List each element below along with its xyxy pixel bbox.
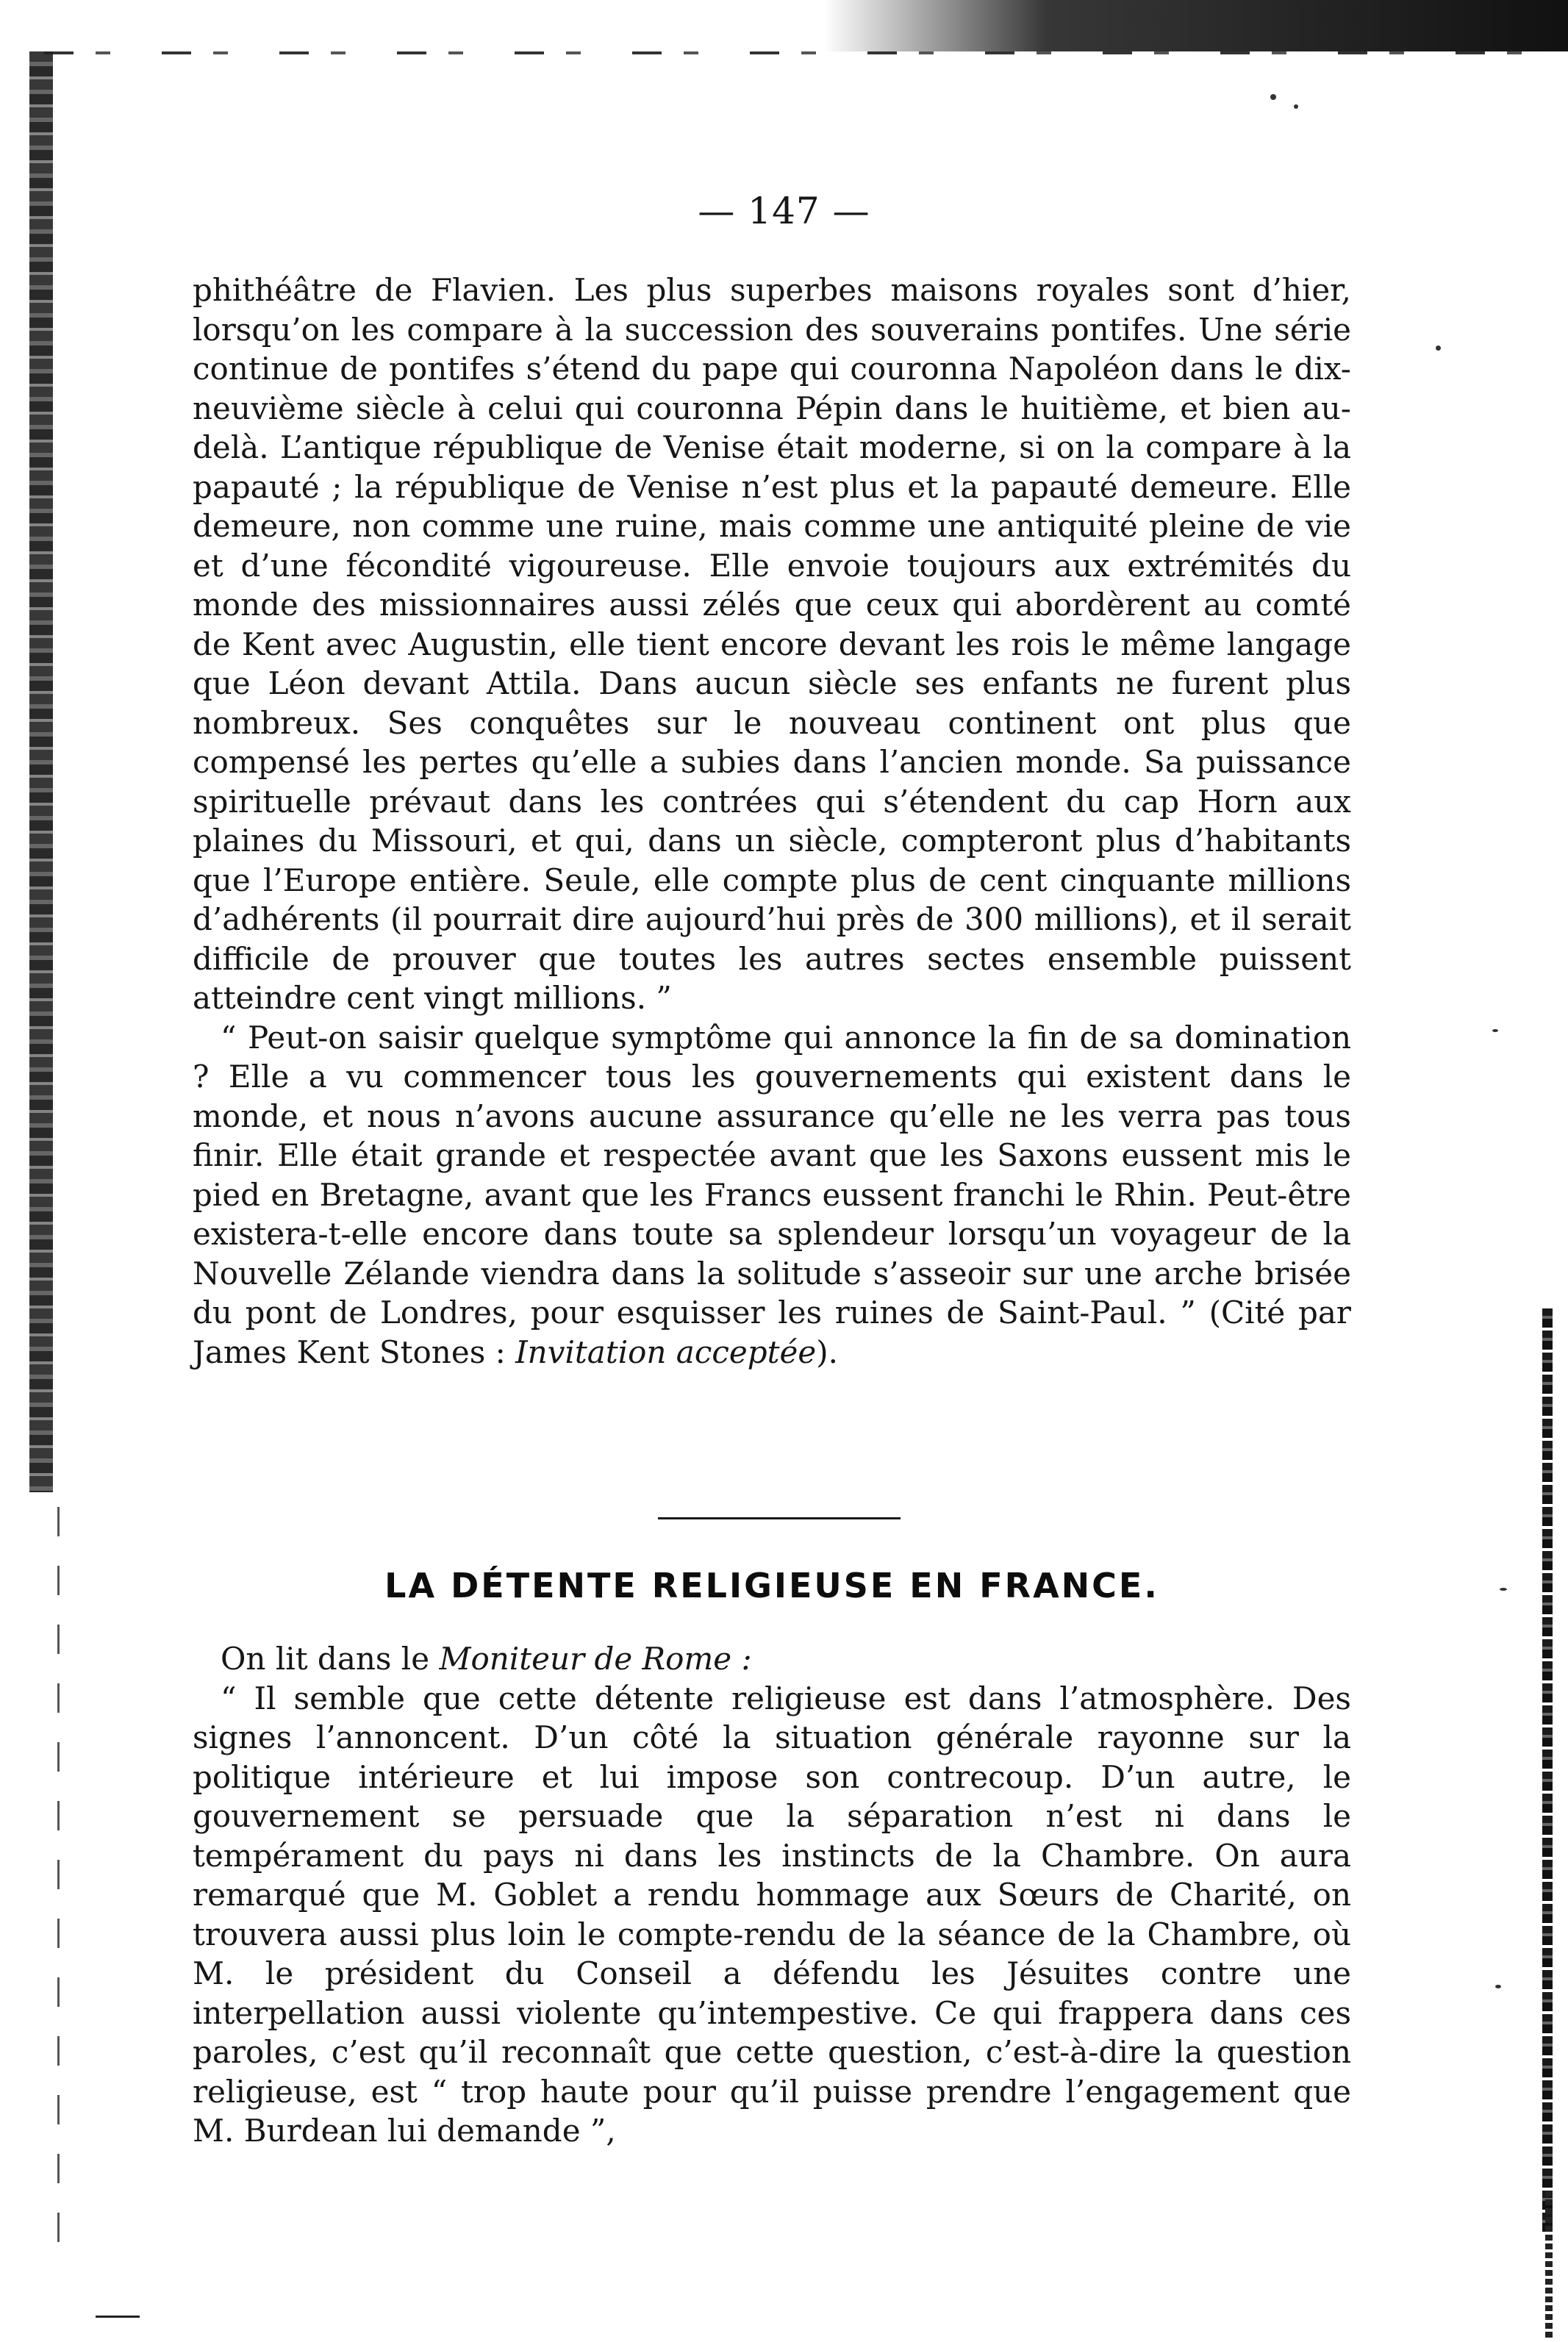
scan-speck [1294,104,1298,109]
page-number: — 147 — [698,190,870,232]
scan-speck [1495,1985,1501,1988]
intro-line [193,1639,1351,1679]
body-text: On lit dans le [221,1641,440,1677]
body-paragraph [193,1018,1351,1372]
body-paragraph: phithéâtre de Flavien. Les plus superbes maisons royales sont d’hier, lorsqu’on les compare à la succession des souverains pontifes. Une série continue de pontifes s’étend du pape qui couronna Napoléon dans le dix-neuvième siècle à celui qui couronna Pépin dans le huitième, et bien au-delà. L’antique république de Venise était moderne, si on la compare à la papauté ; la république de Venise n’est plus et la papauté demeure. Elle demeure, non comme une ruine, mais comme une antiquité pleine de vie et d’une fécondité vigoureuse. Elle envoie toujours aux extrémités du monde des missionnaires aussi zélés que ceux qui abordèrent au comté de Kent avec Augustin, elle tient encore devant les rois le même langage que Léon devant Attila. Dans aucun siècle ses enfants ne furent plus nombreux. Ses conquêtes sur le nouveau continent ont plus que compensé les pertes qu’elle a subies dans l’ancien monde. Sa puissance spirituelle prévaut dans les contrées qui s’étendent du cap Horn aux plaines du Missouri, et qui, dans un siècle, compteront plus d’habitants que l’Europe entière. Seule, elle compte plus de cent cinquante millions d’adhérents (il pourrait dire aujourd’hui près de 300 millions), et il serait difficile de prouver que toutes les autres sectes ensemble puissent atteindre cent vingt millions. ” [193,272,1351,1016]
scan-top-rule [44,51,1558,54]
section-divider [658,1517,901,1519]
scan-right-edge [1542,1308,1553,2235]
body-text: “ Peut-on saisir quelque symptôme qui annonce la fin de sa domination ? Elle a vu commencer tous les gouvernements qui existent dans le monde, et nous n’avons aucune assurance qu’elle ne les verra pas tous finir. Elle était grande et respectée avant que les Saxons eussent mis le pied en Bretagne, avant que les Francs eussent franchi le Rhin. Peut-être existera-t-elle encore dans toute sa splendeur lorsqu’un voyageur de la Nouvelle Zélande viendra dans la solitude s’asseoir sur une arche brisée du pont de Londres, pour esquisser les ruines de Saint-Paul. ” (Cité par James Kent Stones : [193,1019,1351,1370]
scan-speck [1500,1588,1507,1591]
scan-top-band [823,0,1568,51]
scan-left-margin-line [57,1507,60,2257]
article-body [193,1639,1351,2151]
scan-right-edge-lower [1545,2191,1553,2338]
body-paragraph: “ Il semble que cette détente religieuse est dans l’atmosphère. Des signes l’annoncent. D’un côté la situation générale rayonne sur la politique intérieure et lui impose son contrecoup. D’un autre, le gouvernement se persuade que la séparation n’est ni dans le tempérament du pays ni dans les instincts de la Chambre. On aura remarqué que M. Goblet a rendu hommage aux Sœurs de Charité, on trouvera aussi plus loin le compte-rendu de la séance de la Chambre, où M. le président du Conseil a défendu les Jésuites contre une interpellation aussi violente qu’intempestive. Ce qui frappera dans ces paroles, c’est qu’il reconnaît que cette question, c’est-à-dire la question religieuse, est “ trop haute pour qu’il puisse prendre l’engagement que M. Burdean lui demande ”, [193,1680,1351,2149]
section-title: LA DÉTENTE RELIGIEUSE EN FRANCE. [384,1566,1159,1605]
scan-bottom-mark [96,2316,140,2318]
scan-speck [1270,94,1276,100]
source-title: Moniteur de Rome : [439,1641,752,1677]
scan-speck [1436,345,1441,351]
scan-speck [1492,1029,1498,1032]
article-continuation [193,271,1351,1372]
body-text: ). [816,1333,838,1370]
citation-title: Invitation acceptée [515,1333,817,1370]
scan-left-edge [29,51,53,1492]
